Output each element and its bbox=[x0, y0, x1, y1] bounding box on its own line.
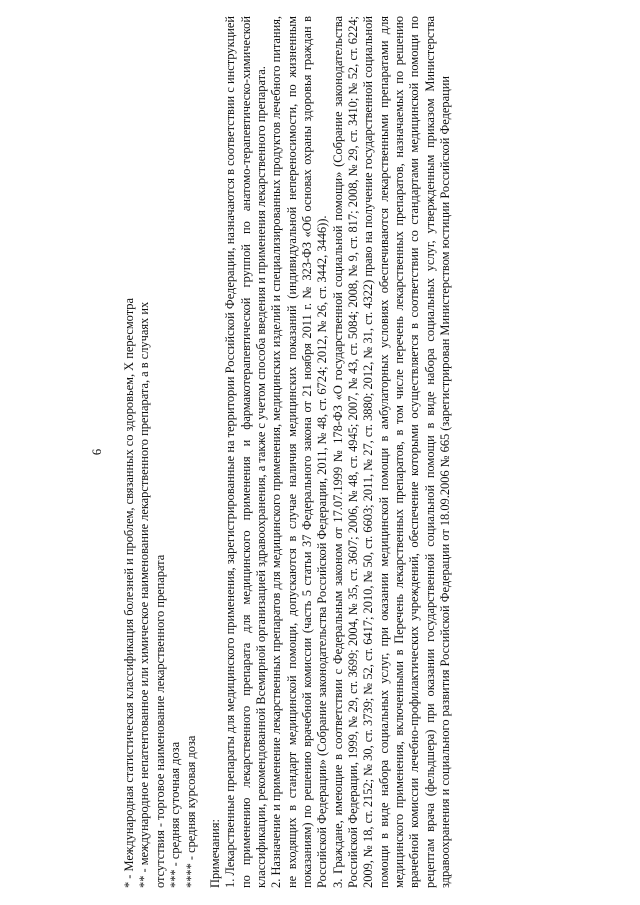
note-text-3: 3. Граждане, имеющие в соответствии с Федеральным законом от 17.07.1999 № 178-ФЗ «О государственной социальной помощи» (Собрание законодательства Российской Федерации, 1999, № 29, ст. 3699; 2004, № 35, ст. 3607; 2006, № 48, ст. 4945; 2007, № 43, ст. 5084; 2008, № 9, ст. 817; 2008, № 29, ст. 3410; № 52, ст. 6224; 2009, № 18, ст. 2152; № 30, ст. 3739; № 52, ст. 6417; 2010, № 50, ст. 6603; 2011, № 27, ст. 3880; 2012, № 31, ст. 4322) право на получение государственной социальной помощи в виде набора социальных услуг, при оказании медицинской помощи в амбулаторных условиях обеспечиваются лекарственными препаратами для медицинского применения, включенными в Перечень лекарственных препаратов, в том числе перечень лекарственных препаратов, назначаемых по решению врачебной комиссии лечебно-профилактических учреждений, обеспечение которыми осуществляется в соответствии со стандартами медицинской помощи по рецептам врача (фельдшера) при оказании государственной социальной помощи в виде набора социальных услуг, утвержденным приказом Министерства здравоохранения и социального развития Российской Федерации от 18.09.2006 № 665 (зарегистрирован Министерством юстиции Российской Федерации bbox=[330, 16, 453, 888]
note-item bbox=[223, 16, 269, 888]
notes-section bbox=[208, 16, 454, 888]
note-text-2: 2. Назначение и применение лекарственных препаратов для медицинского применения, медицинских изделий и специализированных продуктов лечебного питания, не входящих в стандарт медицинской помощи, допускаются в случае наличия медицинских показаний (индивидуальной непереносимости, по жизненным показаниям) по решению врачебной комиссии (часть 5 статьи 37 Федерального закона от 21 ноября 2011 г. № 323-ФЗ «Об основах охраны здоровья граждан в Российской Федерации» (Собрание законодательства Российской Федерации, 2011, № 48, ст. 6724; 2012, № 26, ст. 3442, 3446)). bbox=[269, 16, 330, 888]
footnote-icd: * - Международная статистическая классификация болезней и проблем, связанных со здоровьем, X пересмотра bbox=[122, 298, 136, 888]
footnote-inn: ** - международное непатентованное или химическое наименование лекарственного препарата, а в случаях их bbox=[137, 301, 152, 888]
note-text-1: 1. Лекарственные препараты для медицинского применения, зарегистрированные на территории Российской Федерации, назначаются в соответствии с инструкцией по применению лекарственного препарата для медицинского применения и фармакотерапевтической группой по анатомо-терапевтическо-химической классификации, рекомендованной Всемирной организацией здравоохранения, а также с учетом способа введения и применения лекарственного препарата. bbox=[223, 16, 269, 888]
rotated-text-block bbox=[90, 16, 560, 888]
footnote-daily-dose: *** - средняя суточная доза bbox=[168, 741, 183, 888]
note-item bbox=[269, 16, 330, 888]
note-item bbox=[331, 16, 454, 888]
footnote-course-dose: **** - средняя курсовая доза bbox=[183, 735, 198, 888]
footnote-inn-continued: отсутствия - торговое наименование лекарственного препарата bbox=[152, 554, 167, 888]
notes-heading: Примечания: bbox=[208, 819, 222, 888]
page-number: 6 bbox=[90, 448, 104, 456]
footnotes bbox=[122, 16, 199, 888]
